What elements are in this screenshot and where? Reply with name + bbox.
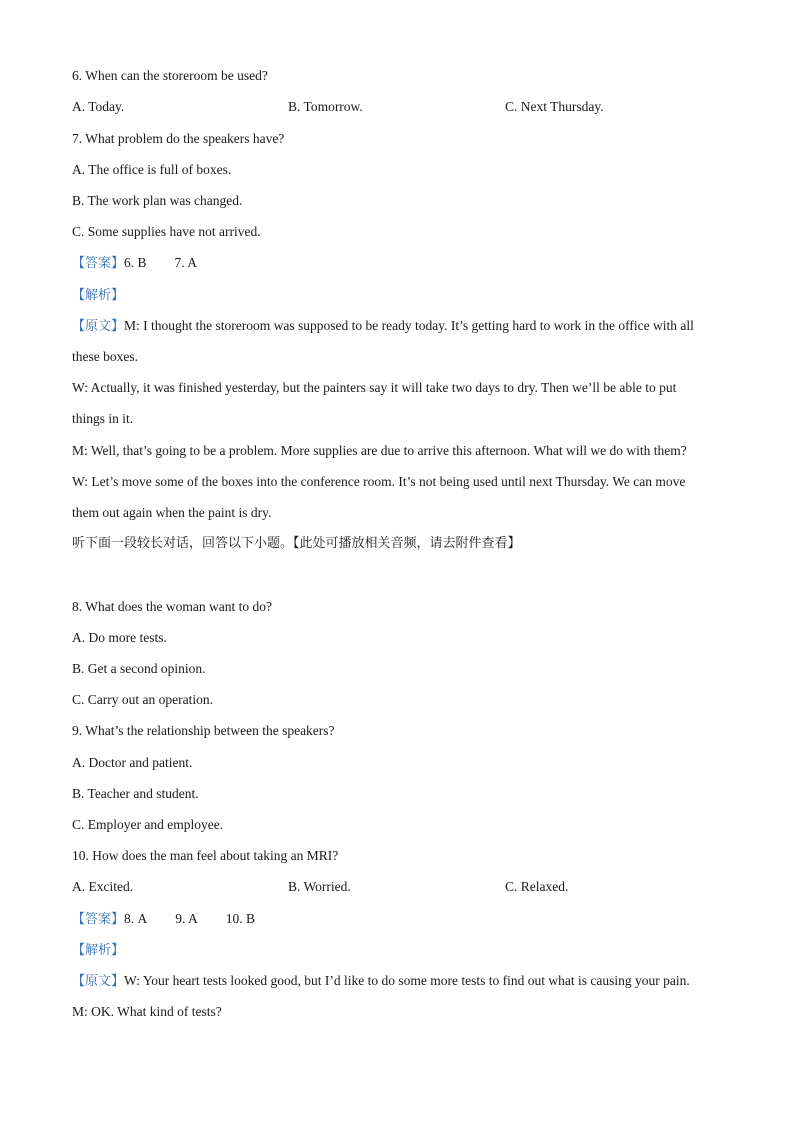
question-9: 9. What’s the relationship between the speakers? bbox=[72, 723, 335, 738]
option-a: A. The office is full of boxes. bbox=[72, 162, 232, 177]
analysis-label: 【解析】 bbox=[72, 288, 125, 303]
transcript-text: W: Your heart tests looked good, but I’d like to do some more tests to find out what is causing your pain. bbox=[124, 973, 690, 988]
question-7: 7. What problem do the speakers have? bbox=[72, 131, 285, 146]
option-b: B. Get a second opinion. bbox=[72, 661, 206, 676]
option-c: C. Next Thursday. bbox=[505, 99, 604, 114]
transcript-label: 【原文】 bbox=[72, 974, 125, 989]
question-8: 8. What does the woman want to do? bbox=[72, 599, 272, 614]
transcript-line: M: OK. What kind of tests? bbox=[72, 1004, 222, 1019]
option-a: A. Do more tests. bbox=[72, 630, 167, 645]
question-10: 10. How does the man feel about taking an MRI? bbox=[72, 848, 339, 863]
answer-label: 【答案】 bbox=[72, 256, 125, 271]
transcript-line bbox=[72, 973, 690, 990]
answer-label: 【答案】 bbox=[72, 912, 125, 927]
transcript-label: 【原文】 bbox=[72, 319, 125, 334]
analysis-row bbox=[72, 287, 124, 304]
answer-8: 8. A bbox=[124, 911, 148, 926]
transcript-line: W: Actually, it was finished yesterday, but the painters say it will take two days to dry. Then we’ll be able to put bbox=[72, 380, 677, 395]
transcript-line: them out again when the paint is dry. bbox=[72, 505, 272, 520]
option-b: B. Worried. bbox=[288, 879, 351, 894]
option-b: B. The work plan was changed. bbox=[72, 193, 243, 208]
transcript-line: M: Well, that’s going to be a problem. More supplies are due to arrive this afternoon. What will we do with them? bbox=[72, 443, 687, 458]
option-c: C. Some supplies have not arrived. bbox=[72, 224, 261, 239]
option-a: A. Doctor and patient. bbox=[72, 755, 193, 770]
analysis-label: 【解析】 bbox=[72, 943, 125, 958]
option-c: C. Relaxed. bbox=[505, 879, 569, 894]
transcript-line: things in it. bbox=[72, 411, 134, 426]
option-c: C. Carry out an operation. bbox=[72, 692, 213, 707]
listening-instruction: 听下面一段较长对话，回答以下小题。【此处可播放相关音频，请去附件查看】 bbox=[72, 536, 521, 551]
analysis-row bbox=[72, 942, 124, 959]
option-a: A. Today. bbox=[72, 99, 125, 114]
answer-row bbox=[72, 255, 197, 272]
option-b: B. Teacher and student. bbox=[72, 786, 199, 801]
option-a: A. Excited. bbox=[72, 879, 134, 894]
answer-6: 6. B bbox=[124, 255, 147, 270]
answer-row bbox=[72, 911, 255, 928]
transcript-line: W: Let’s move some of the boxes into the conference room. It’s not being used until next Thursday. We can move bbox=[72, 474, 686, 489]
transcript-line bbox=[72, 318, 694, 335]
transcript-line: these boxes. bbox=[72, 349, 138, 364]
answer-9: 9. A bbox=[175, 911, 198, 926]
option-b: B. Tomorrow. bbox=[288, 99, 363, 114]
option-c: C. Employer and employee. bbox=[72, 817, 224, 832]
answer-7: 7. A bbox=[174, 255, 198, 270]
question-6: 6. When can the storeroom be used? bbox=[72, 68, 268, 83]
answer-10: 10. B bbox=[225, 911, 256, 926]
transcript-text: M: I thought the storeroom was supposed to be ready today. It’s getting hard to work in the office with all bbox=[124, 318, 694, 333]
